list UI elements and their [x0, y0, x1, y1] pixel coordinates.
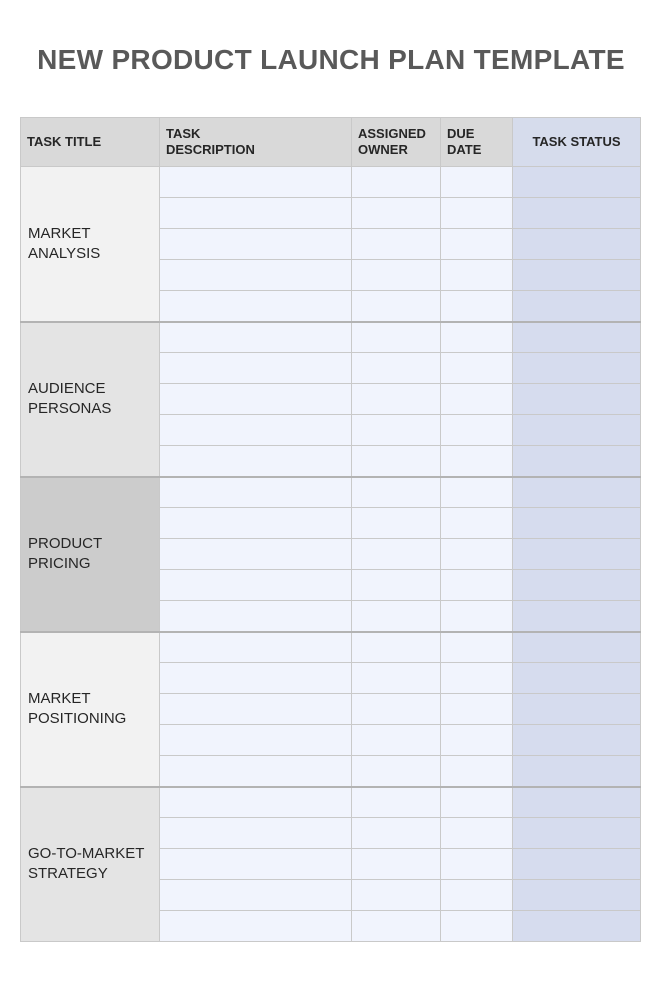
task-status-cell[interactable] [513, 198, 641, 229]
due-date-cell[interactable] [441, 167, 513, 198]
task-description-cell[interactable] [160, 291, 352, 322]
task-status-cell[interactable] [513, 539, 641, 570]
task-description-cell[interactable] [160, 849, 352, 880]
task-status-cell[interactable] [513, 322, 641, 353]
assigned-owner-cell[interactable] [352, 384, 441, 415]
task-title-cell: PRODUCT PRICING [21, 477, 160, 632]
task-description-cell[interactable] [160, 415, 352, 446]
task-status-cell[interactable] [513, 508, 641, 539]
assigned-owner-cell[interactable] [352, 632, 441, 663]
col-header-task-title: TASK TITLE [21, 118, 160, 167]
task-status-cell[interactable] [513, 725, 641, 756]
due-date-cell[interactable] [441, 198, 513, 229]
assigned-owner-cell[interactable] [352, 291, 441, 322]
due-date-cell[interactable] [441, 880, 513, 911]
assigned-owner-cell[interactable] [352, 353, 441, 384]
assigned-owner-cell[interactable] [352, 198, 441, 229]
task-description-cell[interactable] [160, 384, 352, 415]
due-date-cell[interactable] [441, 663, 513, 694]
due-date-cell[interactable] [441, 322, 513, 353]
task-description-cell[interactable] [160, 539, 352, 570]
due-date-cell[interactable] [441, 260, 513, 291]
task-title-cell: MARKET ANALYSIS [21, 167, 160, 322]
task-description-cell[interactable] [160, 167, 352, 198]
assigned-owner-cell[interactable] [352, 756, 441, 787]
task-description-cell[interactable] [160, 663, 352, 694]
assigned-owner-cell[interactable] [352, 601, 441, 632]
assigned-owner-cell[interactable] [352, 787, 441, 818]
due-date-cell[interactable] [441, 756, 513, 787]
task-title-cell: GO-TO-MARKET STRATEGY [21, 787, 160, 942]
task-description-cell[interactable] [160, 632, 352, 663]
task-status-cell[interactable] [513, 291, 641, 322]
assigned-owner-cell[interactable] [352, 849, 441, 880]
due-date-cell[interactable] [441, 384, 513, 415]
task-status-cell[interactable] [513, 167, 641, 198]
table-row [21, 787, 641, 818]
task-description-cell[interactable] [160, 787, 352, 818]
col-header-assigned-owner: ASSIGNED OWNER [352, 118, 441, 167]
assigned-owner-cell[interactable] [352, 570, 441, 601]
table-row [21, 477, 641, 508]
table-row [21, 632, 641, 663]
col-header-due-date: DUE DATE [441, 118, 513, 167]
assigned-owner-cell[interactable] [352, 539, 441, 570]
task-status-cell[interactable] [513, 384, 641, 415]
assigned-owner-cell[interactable] [352, 508, 441, 539]
due-date-cell[interactable] [441, 291, 513, 322]
task-description-cell[interactable] [160, 508, 352, 539]
due-date-cell[interactable] [441, 539, 513, 570]
task-description-cell[interactable] [160, 260, 352, 291]
task-status-cell[interactable] [513, 446, 641, 477]
due-date-cell[interactable] [441, 818, 513, 849]
task-description-cell[interactable] [160, 694, 352, 725]
due-date-cell[interactable] [441, 229, 513, 260]
due-date-cell[interactable] [441, 694, 513, 725]
task-status-cell[interactable] [513, 229, 641, 260]
col-header-task-description: TASK DESCRIPTION [160, 118, 352, 167]
task-status-cell[interactable] [513, 601, 641, 632]
task-title-cell: MARKET POSITIONING [21, 632, 160, 787]
table-body [21, 167, 641, 942]
task-status-cell[interactable] [513, 756, 641, 787]
table-row [21, 167, 641, 198]
task-description-cell[interactable] [160, 601, 352, 632]
task-description-cell[interactable] [160, 353, 352, 384]
task-description-cell[interactable] [160, 229, 352, 260]
assigned-owner-cell[interactable] [352, 229, 441, 260]
assigned-owner-cell[interactable] [352, 725, 441, 756]
table-row [21, 322, 641, 353]
task-status-cell[interactable] [513, 632, 641, 663]
assigned-owner-cell[interactable] [352, 694, 441, 725]
task-description-cell[interactable] [160, 725, 352, 756]
header-row [21, 118, 641, 167]
due-date-cell[interactable] [441, 601, 513, 632]
assigned-owner-cell[interactable] [352, 663, 441, 694]
task-description-cell[interactable] [160, 477, 352, 508]
assigned-owner-cell[interactable] [352, 477, 441, 508]
task-status-cell[interactable] [513, 477, 641, 508]
due-date-cell[interactable] [441, 632, 513, 663]
task-status-cell[interactable] [513, 570, 641, 601]
task-status-cell[interactable] [513, 911, 641, 942]
task-status-cell[interactable] [513, 787, 641, 818]
task-status-cell[interactable] [513, 880, 641, 911]
assigned-owner-cell[interactable] [352, 818, 441, 849]
assigned-owner-cell[interactable] [352, 880, 441, 911]
task-description-cell[interactable] [160, 322, 352, 353]
task-status-cell[interactable] [513, 415, 641, 446]
task-title-cell: AUDIENCE PERSONAS [21, 322, 160, 477]
due-date-cell[interactable] [441, 477, 513, 508]
task-status-cell[interactable] [513, 663, 641, 694]
task-status-cell[interactable] [513, 260, 641, 291]
due-date-cell[interactable] [441, 446, 513, 477]
task-description-cell[interactable] [160, 570, 352, 601]
assigned-owner-cell[interactable] [352, 167, 441, 198]
page-title: NEW PRODUCT LAUNCH PLAN TEMPLATE [37, 44, 625, 75]
task-status-cell[interactable] [513, 818, 641, 849]
due-date-cell[interactable] [441, 787, 513, 818]
task-status-cell[interactable] [513, 694, 641, 725]
task-description-cell[interactable] [160, 818, 352, 849]
task-description-cell[interactable] [160, 446, 352, 477]
task-description-cell[interactable] [160, 756, 352, 787]
assigned-owner-cell[interactable] [352, 260, 441, 291]
task-description-cell[interactable] [160, 911, 352, 942]
task-description-cell[interactable] [160, 198, 352, 229]
task-description-cell[interactable] [160, 880, 352, 911]
due-date-cell[interactable] [441, 353, 513, 384]
task-status-cell[interactable] [513, 353, 641, 384]
due-date-cell[interactable] [441, 725, 513, 756]
due-date-cell[interactable] [441, 415, 513, 446]
launch-plan-table [20, 117, 641, 942]
assigned-owner-cell[interactable] [352, 911, 441, 942]
assigned-owner-cell[interactable] [352, 415, 441, 446]
due-date-cell[interactable] [441, 849, 513, 880]
assigned-owner-cell[interactable] [352, 322, 441, 353]
task-status-cell[interactable] [513, 849, 641, 880]
col-header-task-status: TASK STATUS [513, 118, 641, 167]
assigned-owner-cell[interactable] [352, 446, 441, 477]
due-date-cell[interactable] [441, 570, 513, 601]
due-date-cell[interactable] [441, 508, 513, 539]
due-date-cell[interactable] [441, 911, 513, 942]
